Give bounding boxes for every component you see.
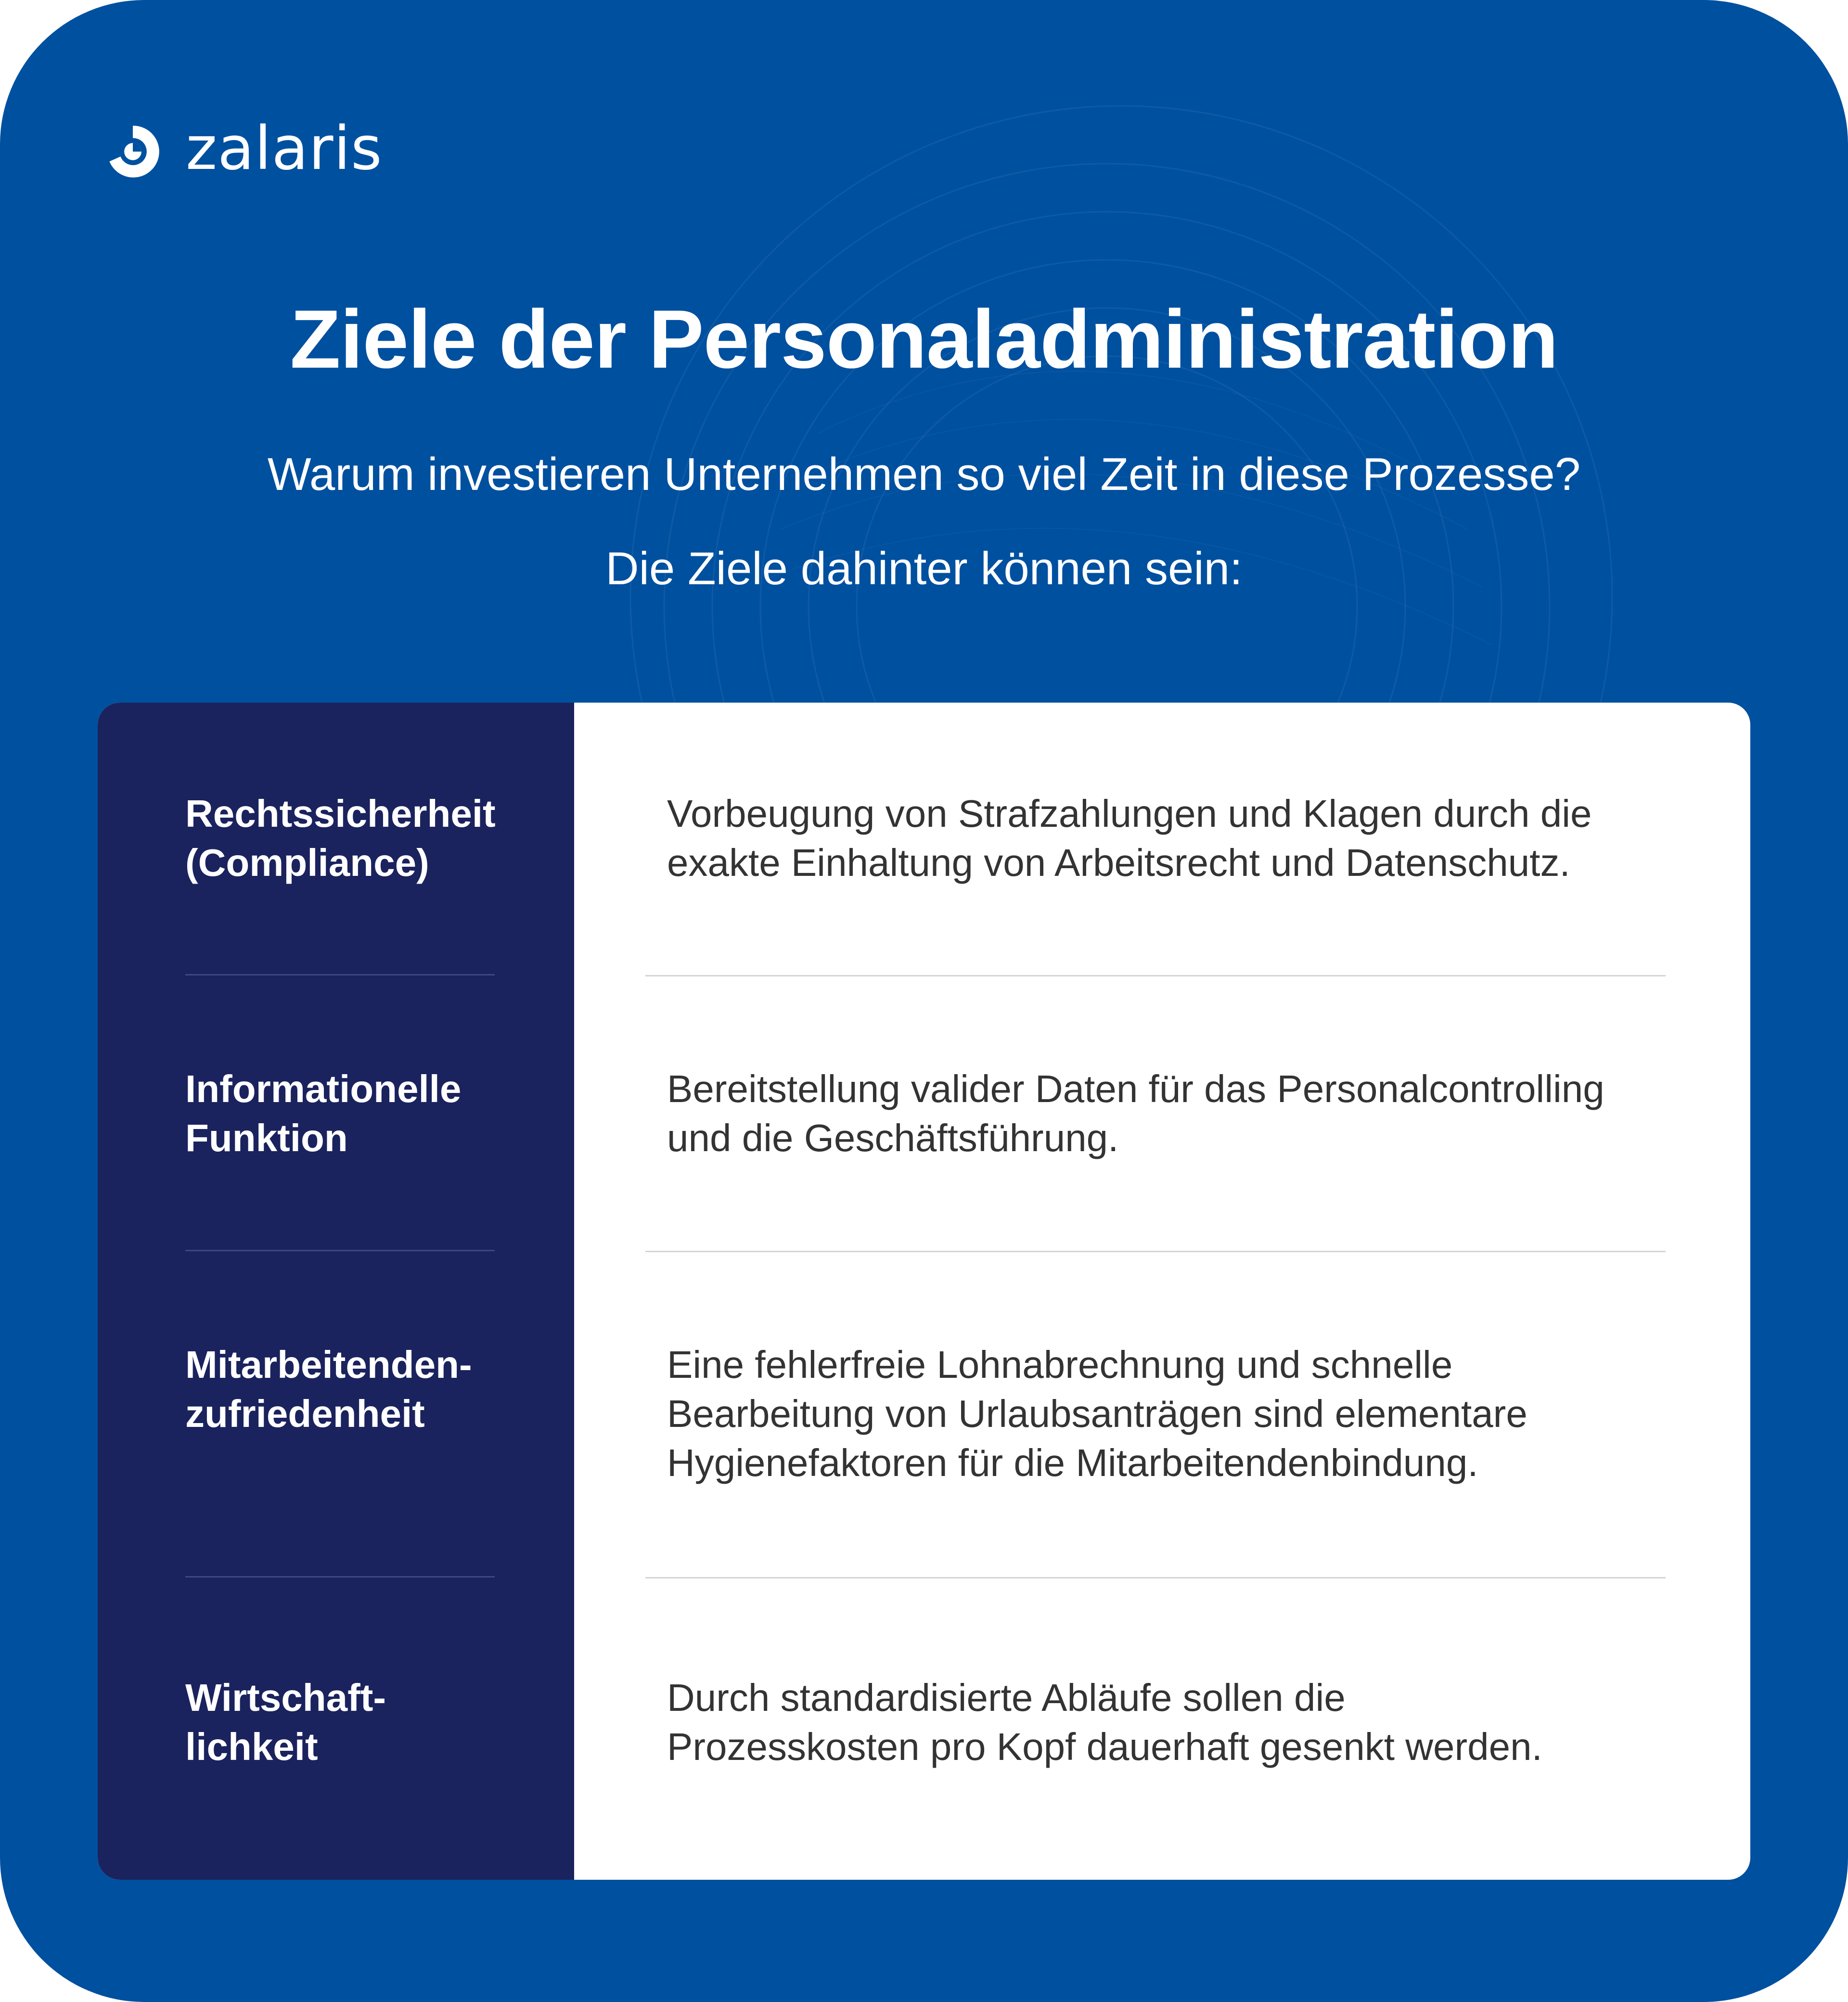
goal-description-line: Eine fehlerfreie Lohnabrechnung und schnelle bbox=[667, 1343, 1453, 1386]
subtitle-intro: Die Ziele dahinter können sein: bbox=[605, 543, 1243, 594]
zalaris-logo-icon bbox=[102, 121, 164, 182]
goal-label bbox=[185, 1065, 522, 1163]
goal-description bbox=[667, 1065, 1687, 1163]
goal-description-line: Prozesskosten pro Kopf dauerhaft gesenkt werden. bbox=[667, 1725, 1542, 1768]
goal-description-line: Vorbeugung von Strafzahlungen und Klagen durch die bbox=[667, 792, 1592, 835]
subtitle-question: Warum investieren Unternehmen so viel Zeit in diese Prozesse? bbox=[267, 449, 1581, 500]
goal-label-line: (Compliance) bbox=[185, 841, 429, 884]
goal-description bbox=[667, 789, 1687, 887]
goal-label-line: Informationelle bbox=[185, 1067, 462, 1110]
goal-label-line: zufriedenheit bbox=[185, 1392, 425, 1435]
row-divider bbox=[645, 975, 1666, 976]
goal-label bbox=[185, 1673, 522, 1771]
goal-description bbox=[667, 1340, 1687, 1488]
row-divider bbox=[645, 1577, 1666, 1578]
goal-description-line: Bearbeitung von Urlaubsanträgen sind elementare bbox=[667, 1392, 1527, 1435]
goal-description-line: Bereitstellung valider Daten für das Personalcontrolling bbox=[667, 1067, 1604, 1110]
goal-label bbox=[185, 1340, 522, 1438]
goal-label-line: Rechtssicherheit bbox=[185, 792, 496, 835]
goals-table bbox=[98, 703, 1750, 1880]
goal-description-line: und die Geschäftsführung. bbox=[667, 1116, 1119, 1159]
row-divider bbox=[185, 974, 495, 975]
goal-description-line: exakte Einhaltung von Arbeitsrecht und Datenschutz. bbox=[667, 841, 1570, 884]
goal-description bbox=[667, 1673, 1687, 1771]
row-divider bbox=[185, 1250, 495, 1251]
goal-label-line: Wirtschaft- bbox=[185, 1676, 386, 1719]
row-divider bbox=[645, 1251, 1666, 1252]
goal-label-line: Funktion bbox=[185, 1116, 348, 1159]
goal-label-line: lichkeit bbox=[185, 1725, 318, 1768]
goal-label-line: Mitarbeitenden- bbox=[185, 1343, 472, 1386]
goal-description-line: Hygienefaktoren für die Mitarbeitendenbindung. bbox=[667, 1441, 1478, 1484]
brand-logo bbox=[102, 114, 383, 183]
row-divider bbox=[185, 1576, 495, 1578]
brand-name: zalaris bbox=[186, 114, 383, 183]
page-title: Ziele der Personaladministration bbox=[290, 293, 1558, 385]
goal-label bbox=[185, 789, 522, 887]
goal-description-line: Durch standardisierte Abläufe sollen die bbox=[667, 1676, 1346, 1719]
